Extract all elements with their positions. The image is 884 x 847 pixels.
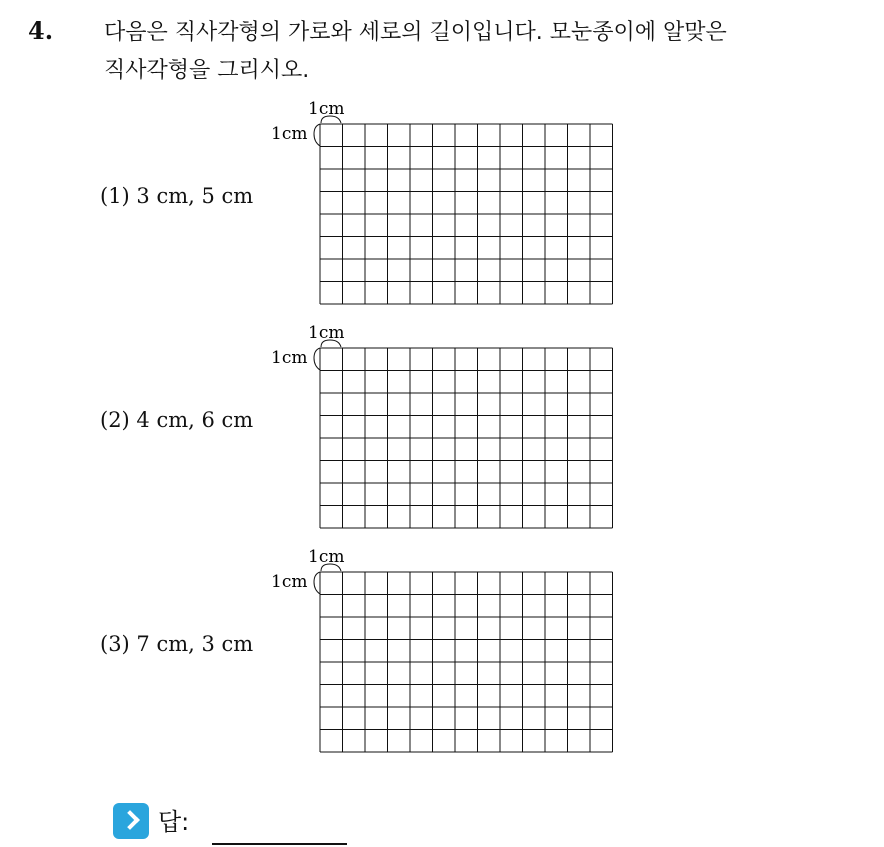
grid-1-brace-left: [314, 124, 320, 146]
grid-3-brace-left: [314, 572, 320, 594]
grid-3[interactable]: [260, 544, 620, 754]
question-text: [104, 14, 864, 90]
item-1-label: (1) 3 cm, 5 cm: [100, 184, 254, 208]
answer-blank[interactable]: [212, 843, 347, 845]
grid-3-unit-top: 1cm: [308, 547, 345, 567]
grid-3-unit-left: 1cm: [271, 572, 308, 592]
item-3-label: (3) 7 cm, 3 cm: [100, 632, 254, 656]
question-line-1: 다음은 직사각형의 가로와 세로의 길이입니다. 모눈종이에 알맞은: [104, 20, 727, 45]
question-number: 4.: [28, 16, 54, 45]
question-line-2: 직사각형을 그리시오.: [104, 58, 310, 83]
grid-1[interactable]: [260, 96, 620, 306]
grid-2[interactable]: [260, 320, 620, 530]
grid-2-unit-top: 1cm: [308, 323, 345, 343]
chevron-right-icon: [113, 803, 149, 839]
grid-1-unit-top: 1cm: [308, 99, 345, 119]
grid-2-brace-left: [314, 348, 320, 370]
answer-label: 답:: [158, 808, 190, 836]
grid-2-cells: [320, 348, 613, 528]
grid-3-cells: [320, 572, 613, 752]
grid-2-unit-left: 1cm: [271, 348, 308, 368]
grid-1-unit-left: 1cm: [271, 124, 308, 144]
grid-1-cells: [320, 124, 613, 304]
item-2-label: (2) 4 cm, 6 cm: [100, 408, 254, 432]
